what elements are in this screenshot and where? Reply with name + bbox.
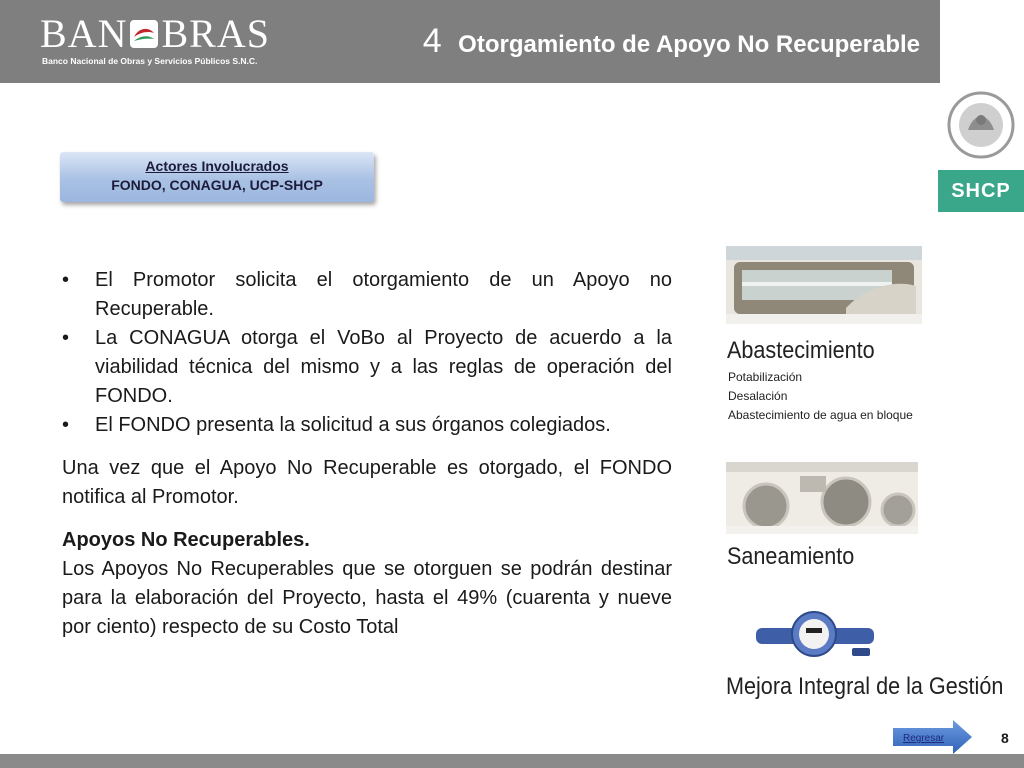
notification-paragraph: Una vez que el Apoyo No Recuperable es otorgado, el FONDO notifica al Promotor. [62, 457, 672, 508]
national-seal-icon [946, 90, 1016, 160]
actors-list: FONDO, CONAGUA, UCP-SHCP [111, 177, 323, 193]
logo-text-left: BAN [40, 11, 128, 56]
category-abastecimiento: Abastecimiento [727, 337, 875, 364]
logo-wordmark [40, 12, 270, 56]
category-mejora-integral: Mejora Integral de la Gestión [726, 673, 1004, 700]
subitem-label: Potabilización [728, 370, 803, 384]
bullet-item: • La CONAGUA otorga el VoBo al Proyecto de acuerdo a la viabilidad técnica del mismo y a las reglas de operación del FONDO. [62, 324, 672, 411]
logo-subtitle: Banco Nacional de Obras y Servicios Públicos S.N.C. [42, 56, 258, 66]
slide-title [423, 22, 920, 61]
section-title: Apoyos No Recuperables. [62, 529, 310, 551]
slide-section-number: 4 [422, 22, 442, 60]
footer-bar [0, 754, 1024, 768]
bullet-item: • El FONDO presenta la solicitud a sus órganos colegiados. [62, 411, 672, 440]
shcp-badge: SHCP [938, 170, 1024, 212]
back-button[interactable] [893, 720, 973, 754]
actors-box [60, 152, 374, 202]
back-button-label[interactable]: Regresar [903, 733, 945, 744]
banobras-logo [40, 12, 270, 72]
bullet-item: • El Promotor solicita el otorgamiento de un Apoyo no Recuperable. [62, 266, 672, 324]
main-text [62, 266, 672, 642]
abastecimiento-subitems [728, 368, 913, 425]
slide-title-text: Otorgamiento de Apoyo No Recuperable [458, 31, 920, 58]
category-saneamiento: Saneamiento [727, 543, 855, 570]
header-bar [0, 0, 940, 83]
section-body: Los Apoyos No Recuperables que se otorguen se podrán destinar para la elaboración del Proyecto, hasta el 49% (cuarenta y nueve por ciento) respecto de su Costo Total [62, 558, 672, 638]
page-number: 8 [1001, 730, 1009, 746]
wastewater-plant-image [726, 462, 918, 534]
subitem-label: Abastecimiento de agua en bloque [728, 408, 913, 422]
subitem-label: Desalación [728, 389, 788, 403]
logo-swirl-icon [129, 19, 159, 49]
logo-text-right: BRAS [161, 11, 270, 56]
actors-title: Actores Involucrados [145, 158, 289, 174]
bullet-list [62, 266, 672, 440]
water-treatment-image [726, 246, 922, 324]
water-meter-image [750, 606, 880, 664]
